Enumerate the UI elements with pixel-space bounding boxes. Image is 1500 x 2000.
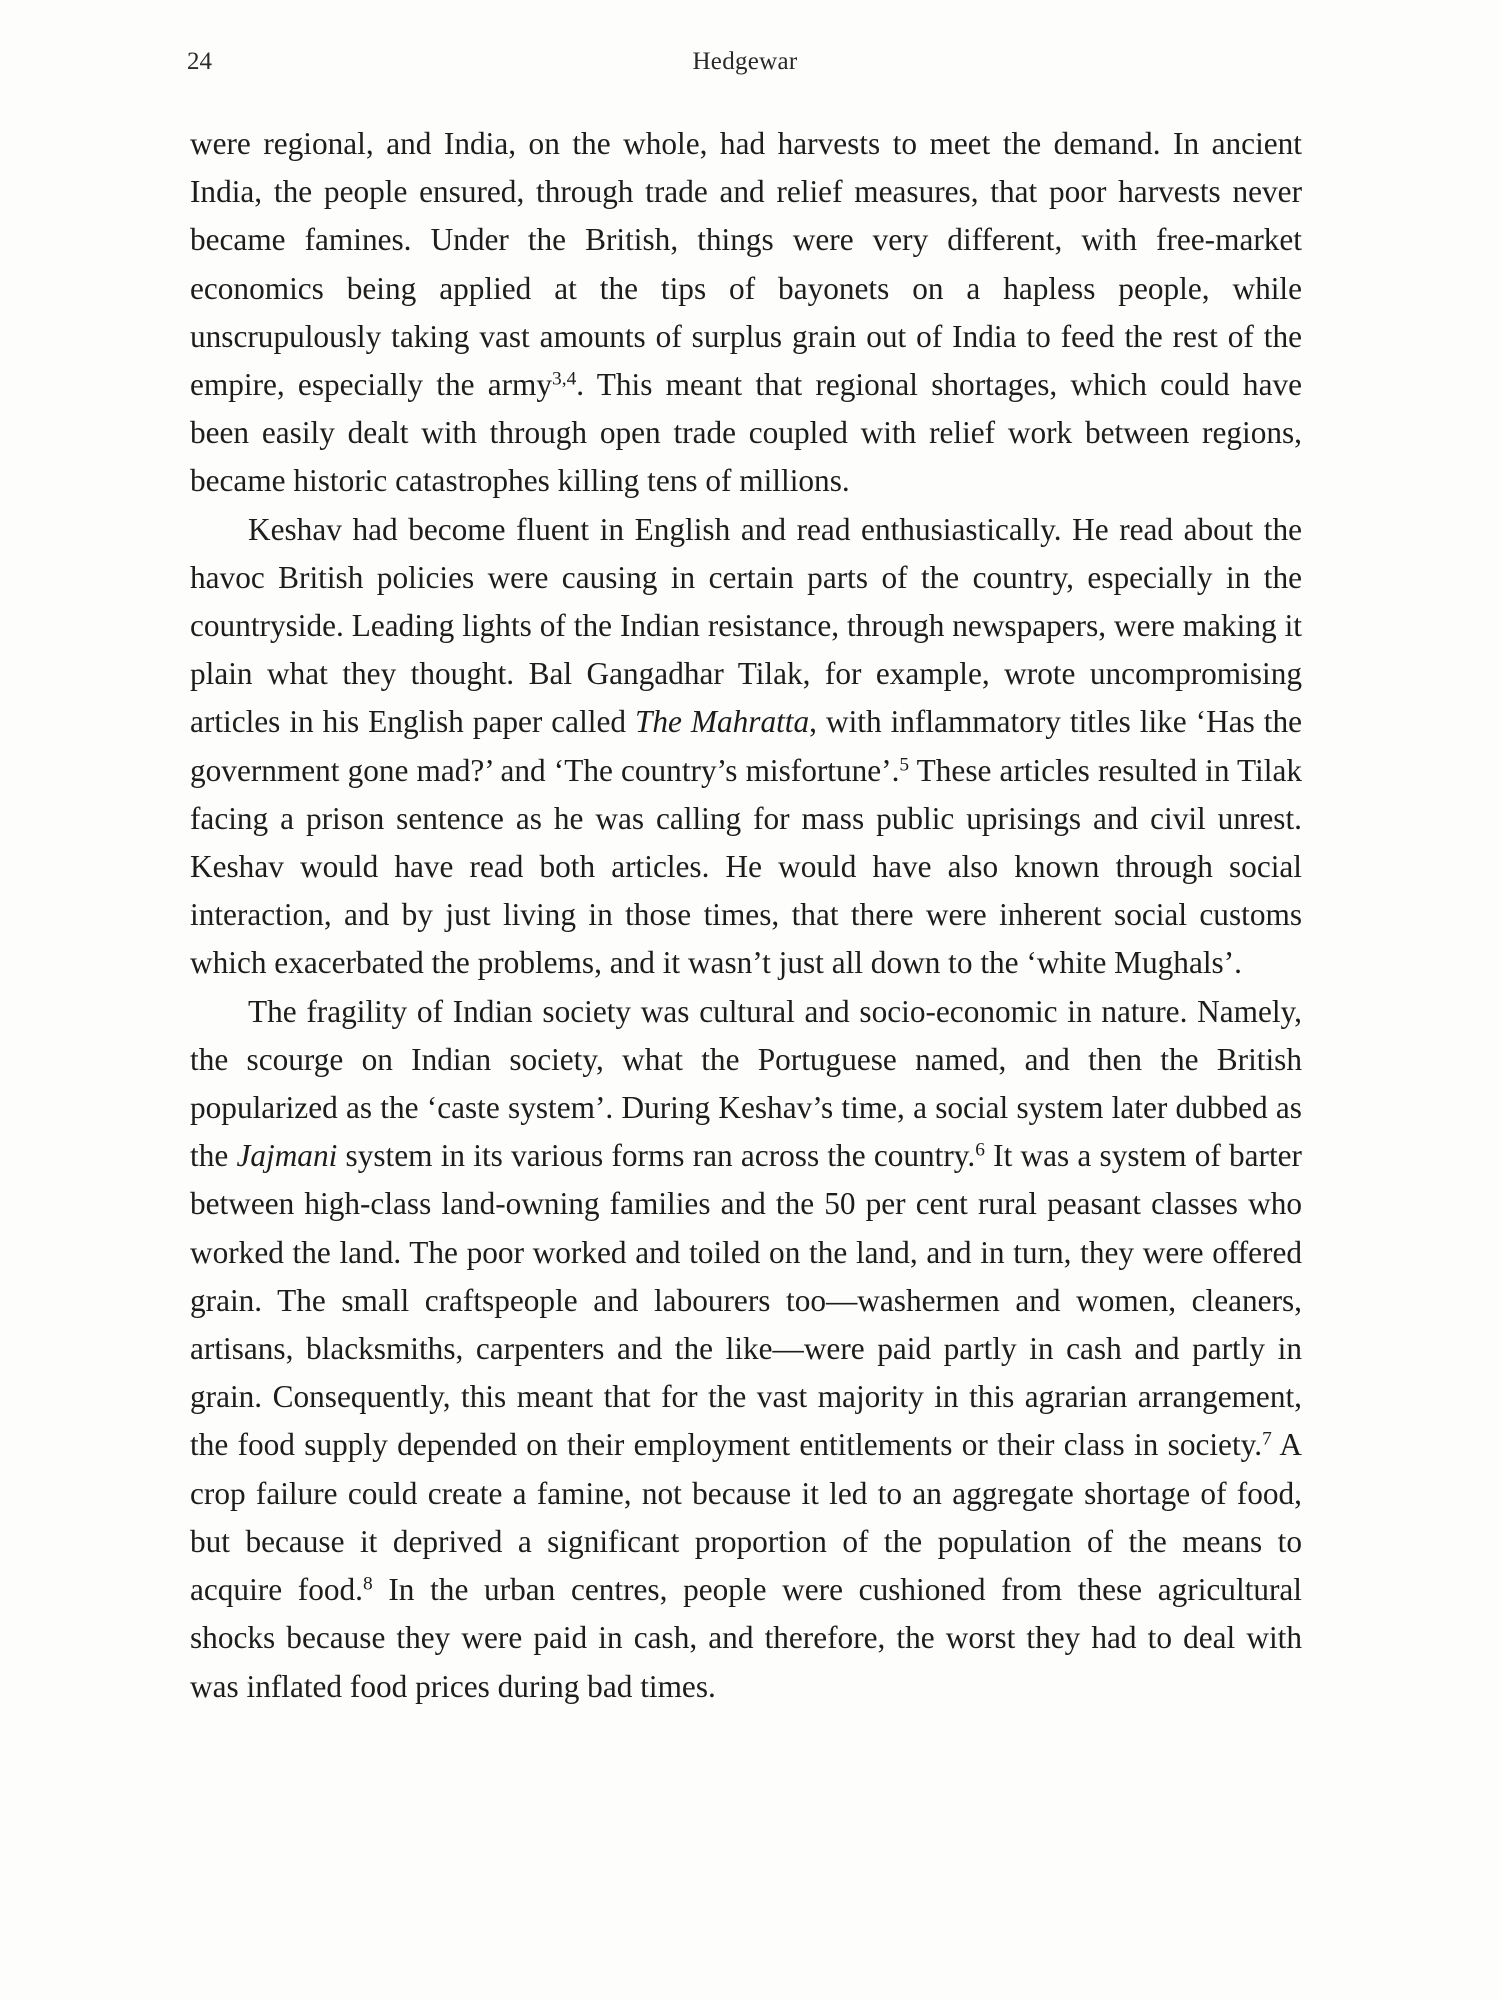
text-run: In the urban centres, people were cushioned from these agricultural shocks because they were paid in cash, and therefore, the worst they had to deal with was inflated food prices during bad times.	[190, 1572, 1302, 1704]
text-run: . This meant that regional shortages, which could have been easily dealt with through open trade coupled with relief work between regions, became historic catastrophes killing tens of millions.	[190, 367, 1303, 499]
text-run: It was a system of barter between high-class land-owning families and the 50 per cent rural peasant classes who worked the land. The poor worked and toiled on the land, and in turn, they were offered grain. The small craftspeople and labourers too—washermen and women, cleaners, artisans, blacksmiths, carpenters and the like—were paid partly in cash and partly in grain. Consequently, this meant that for the vast majority in this agrarian arrangement, the food supply depended on their employment entitlements or their class in society.	[190, 1138, 1302, 1463]
footnote-reference: 8	[362, 1573, 373, 1595]
footnote-reference: 3,4	[552, 368, 577, 390]
text-run: , with inflammatory titles like ‘Has the government gone mad?’ and ‘The country’s misfortune’.	[190, 704, 1302, 788]
text-run: were regional, and India, on the whole, had harvests to meet the demand. In ancient India, the people ensured, through trade and relief measures, that poor harvests never became famines. Under the British, things were very different, with free-market economics being applied at the tips of bayonets on a hapless people, while unscrupulously taking vast amounts of surplus grain out of India to feed the rest of the empire, especially the army	[190, 126, 1302, 403]
body-text	[190, 120, 1302, 1711]
paragraph	[190, 120, 1302, 506]
running-head	[187, 48, 1303, 88]
footnote-reference: 5	[899, 753, 910, 775]
running-title: Hedgewar	[692, 48, 798, 75]
italic-text: The Mahratta	[634, 704, 810, 740]
text-run: system in its various forms ran across the country.	[337, 1138, 976, 1174]
page-number: 24	[187, 48, 212, 75]
paragraph	[190, 506, 1302, 988]
paragraph	[190, 988, 1302, 1711]
italic-text: Jajmani	[236, 1138, 338, 1174]
text-run: The fragility of Indian society was cultural and socio-economic in nature. Namely, the scourge on Indian society, what the Portuguese named, and then the British popularized as the ‘caste system’. During Keshav’s time, a social system later dubbed as the	[190, 993, 1302, 1174]
text-run: These articles resulted in Tilak facing a prison sentence as he was calling for mass public uprisings and civil unrest. Keshav would have read both articles. He would have also known through social interaction, and by just living in those times, that there were inherent social customs which exacerbated the problems, and it wasn’t just all down to the ‘white Mughals’.	[190, 752, 1302, 981]
footnote-reference: 7	[1262, 1428, 1272, 1450]
footnote-reference: 6	[975, 1139, 985, 1161]
text-run: Keshav had become fluent in English and read enthusiastically. He read about the havoc British policies were causing in certain parts of the country, especially in the countryside. Leading lights of the Indian resistance, through newspapers, were making it plain what they thought. Bal Gangadhar Tilak, for example, wrote uncompromising articles in his English paper called	[190, 511, 1302, 740]
text-run: A crop failure could create a famine, not because it led to an aggregate shortage of food, but because it deprived a significant proportion of the population of the means to acquire food.	[190, 1427, 1303, 1608]
